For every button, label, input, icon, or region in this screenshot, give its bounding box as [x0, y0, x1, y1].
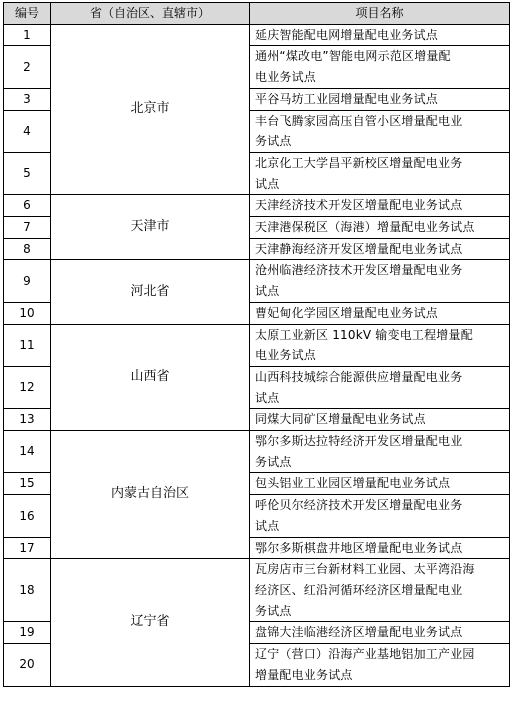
project-name-cell [250, 110, 510, 152]
row-number: 10 [4, 302, 51, 324]
project-name-cell [250, 152, 510, 194]
row-number: 6 [4, 195, 51, 217]
table-row [4, 431, 510, 473]
project-name-cell [250, 195, 510, 217]
project-name-line: 试点 [255, 176, 280, 191]
header-project: 项目名称 [250, 3, 510, 25]
project-name-line: 鄂尔多斯棋盘井地区增量配电业务试点 [255, 540, 463, 555]
project-name-line: 太原工业新区 110kV 输变电工程增量配 [255, 327, 473, 342]
row-number: 13 [4, 409, 51, 431]
project-name-line: 曹妃甸化学园区增量配电业务试点 [255, 305, 439, 320]
project-name-line: 沧州临港经济技术开发区增量配电业务 [255, 263, 463, 278]
row-number: 20 [4, 644, 51, 686]
project-name-line: 呼伦贝尔经济技术开发区增量配电业务 [255, 498, 463, 513]
project-name-line: 电业务试点 [255, 70, 317, 85]
project-name-cell [250, 559, 510, 622]
project-name-cell [250, 431, 510, 473]
project-name-line: 试点 [255, 284, 280, 299]
province-cell: 内蒙古自治区 [51, 431, 250, 559]
project-name-cell [250, 622, 510, 644]
row-number: 3 [4, 88, 51, 110]
project-name-line: 务试点 [255, 134, 292, 149]
pilot-project-table [3, 2, 510, 687]
table-row [4, 195, 510, 217]
row-number: 14 [4, 431, 51, 473]
province-cell: 山西省 [51, 324, 250, 431]
province-cell: 北京市 [51, 24, 250, 195]
header-province: 省（自治区、直辖市） [51, 3, 250, 25]
province-cell: 河北省 [51, 260, 250, 324]
row-number: 2 [4, 46, 51, 88]
project-name-line: 平谷马坊工业园增量配电业务试点 [255, 91, 439, 106]
row-number: 1 [4, 24, 51, 46]
table-row [4, 559, 510, 622]
project-name-cell [250, 238, 510, 260]
project-name-cell [250, 409, 510, 431]
project-name-line: 试点 [255, 518, 280, 533]
row-number: 12 [4, 366, 51, 408]
header-row [4, 3, 510, 25]
project-name-line: 天津静海经济开发区增量配电业务试点 [255, 241, 463, 256]
row-number: 8 [4, 238, 51, 260]
row-number: 19 [4, 622, 51, 644]
project-name-line: 丰台飞腾家园高压自管小区增量配电业 [255, 113, 463, 128]
project-name-line: 盘锦大洼临港经济区增量配电业务试点 [255, 625, 463, 640]
project-name-line: 辽宁（营口）沿海产业基地铝加工产业园 [255, 647, 475, 662]
project-name-line: 天津经济技术开发区增量配电业务试点 [255, 198, 463, 213]
project-name-line: 试点 [255, 390, 280, 405]
table-row [4, 260, 510, 302]
row-number: 18 [4, 559, 51, 622]
project-name-cell [250, 24, 510, 46]
project-name-cell [250, 366, 510, 408]
row-number: 17 [4, 537, 51, 559]
project-name-line: 通州“煤改电”智能电网示范区增量配 [255, 49, 451, 64]
project-name-line: 鄂尔多斯达拉特经济开发区增量配电业 [255, 434, 463, 449]
province-cell: 天津市 [51, 195, 250, 260]
project-name-cell [250, 302, 510, 324]
table-body [4, 24, 510, 686]
row-number: 5 [4, 152, 51, 194]
row-number: 16 [4, 495, 51, 537]
project-name-cell [250, 644, 510, 686]
table-row [4, 24, 510, 46]
project-name-line: 务试点 [255, 603, 292, 618]
project-name-cell [250, 88, 510, 110]
header-num: 编号 [4, 3, 51, 25]
project-name-cell [250, 46, 510, 88]
row-number: 4 [4, 110, 51, 152]
project-name-line: 延庆智能配电网增量配电业务试点 [255, 27, 439, 42]
project-name-cell [250, 495, 510, 537]
row-number: 15 [4, 473, 51, 495]
row-number: 11 [4, 324, 51, 366]
row-number: 9 [4, 260, 51, 302]
table-row [4, 324, 510, 366]
project-name-line: 瓦房店市三台新材料工业园、太平湾沿海 [255, 562, 475, 577]
project-name-line: 电业务试点 [255, 348, 317, 363]
province-cell: 辽宁省 [51, 559, 250, 686]
project-name-line: 同煤大同矿区增量配电业务试点 [255, 412, 426, 427]
project-name-cell [250, 217, 510, 239]
project-name-line: 天津港保税区（海港）增量配电业务试点 [255, 220, 475, 235]
project-name-cell [250, 324, 510, 366]
project-name-line: 包头铝业工业园区增量配电业务试点 [255, 476, 451, 491]
project-name-line: 经济区、红沿河循环经济区增量配电业 [255, 582, 463, 597]
row-number: 7 [4, 217, 51, 239]
project-name-line: 山西科技城综合能源供应增量配电业务 [255, 369, 463, 384]
project-name-cell [250, 537, 510, 559]
project-name-line: 务试点 [255, 454, 292, 469]
project-name-cell [250, 473, 510, 495]
project-name-line: 增量配电业务试点 [255, 667, 353, 682]
project-name-line: 北京化工大学昌平新校区增量配电业务 [255, 155, 463, 170]
project-name-cell [250, 260, 510, 302]
